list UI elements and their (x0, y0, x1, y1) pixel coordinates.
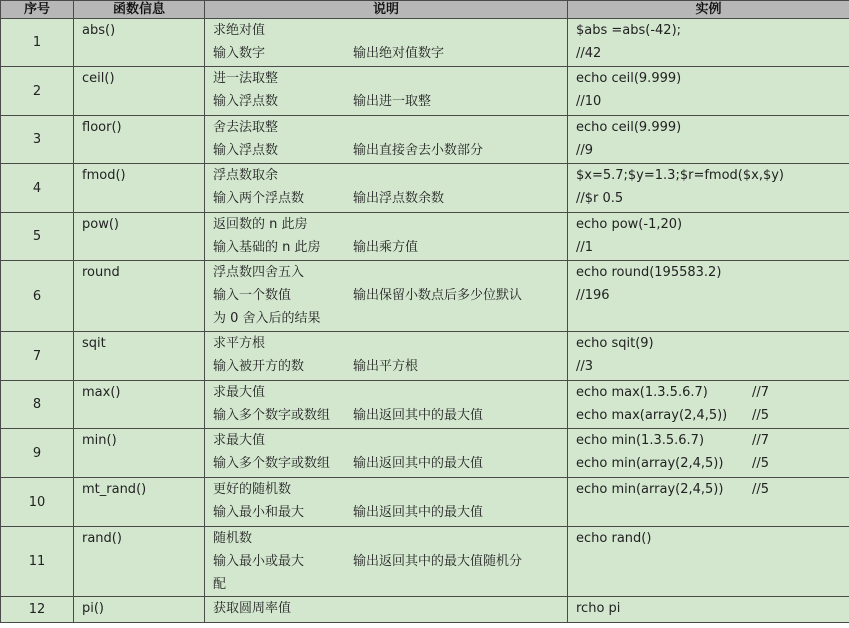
description-io (213, 404, 561, 427)
row-index: 2 (1, 67, 74, 116)
table-row (1, 478, 849, 527)
description-output: 输出浮点数余数 (353, 191, 445, 206)
function-name: mt_rand() (74, 478, 205, 527)
description-output: 输出返回其中的最大值随机分 (353, 554, 523, 569)
table-row (1, 381, 849, 429)
table-row (1, 164, 849, 213)
example-code: //9 (576, 143, 594, 158)
description-cell (205, 332, 568, 381)
example-cell (568, 164, 849, 213)
table-row (1, 116, 849, 164)
example-line (576, 452, 843, 475)
description-input: 输入被开方的数 (213, 359, 305, 374)
description-output: 输出平方根 (353, 359, 419, 374)
example-code: echo pow(-1,20) (576, 217, 683, 232)
description-input: 输入浮点数 (213, 143, 279, 158)
description-input: 输入数字 (213, 46, 266, 61)
function-name: max() (74, 381, 205, 429)
example-cell (568, 597, 849, 623)
table-row (1, 597, 849, 623)
example-code: echo min(array(2,4,5)) (576, 456, 724, 471)
description-input: 输入基础的 n 此房 (213, 240, 321, 255)
description-title: 进一法取整 (213, 71, 279, 86)
table-row (1, 429, 849, 478)
function-name: floor() (74, 116, 205, 164)
row-index: 4 (1, 164, 74, 213)
function-name: rand() (74, 527, 205, 597)
example-cell (568, 116, 849, 164)
description-cell (205, 67, 568, 116)
example-code: echo ceil(9.999) (576, 71, 682, 86)
example-cell (568, 261, 849, 332)
example-code: rcho pi (576, 601, 621, 616)
example-comment: //7 (752, 433, 770, 448)
table-row (1, 213, 849, 261)
header-index: 序号 (1, 1, 74, 19)
example-cell (568, 478, 849, 527)
example-cell (568, 429, 849, 478)
example-code: //42 (576, 46, 602, 61)
description-input: 输入最小或最大 (213, 554, 305, 569)
example-code: echo round(195583.2) (576, 265, 722, 280)
description-input: 输入两个浮点数 (213, 191, 305, 206)
description-title: 求平方根 (213, 336, 266, 351)
row-index: 9 (1, 429, 74, 478)
function-name: abs() (74, 19, 205, 67)
header-description: 说明 (205, 1, 568, 19)
description-output: 输出进一取整 (353, 94, 432, 109)
example-comment: //5 (752, 482, 770, 497)
description-cell (205, 164, 568, 213)
example-code: $abs =abs(-42); (576, 23, 682, 38)
description-io (213, 284, 561, 330)
description-cell (205, 429, 568, 478)
function-name: ceil() (74, 67, 205, 116)
description-input: 输入最小和最大 (213, 505, 305, 520)
example-code: //10 (576, 94, 602, 109)
table-row (1, 527, 849, 597)
row-index: 6 (1, 261, 74, 332)
description-io (213, 187, 561, 210)
example-line (576, 429, 843, 452)
description-output: 输出返回其中的最大值 (353, 456, 484, 471)
description-cell (205, 213, 568, 261)
description-output: 输出返回其中的最大值 (353, 408, 484, 423)
description-io (213, 139, 561, 162)
description-title: 求绝对值 (213, 23, 266, 38)
example-comment: //7 (752, 385, 770, 400)
function-name: pi() (74, 597, 205, 623)
description-title: 求最大值 (213, 433, 266, 448)
description-title: 随机数 (213, 531, 253, 546)
description-cell (205, 527, 568, 597)
example-code: echo min(array(2,4,5)) (576, 482, 724, 497)
row-index: 11 (1, 527, 74, 597)
description-input: 输入多个数字或数组 (213, 456, 331, 471)
description-title: 获取圆周率值 (213, 601, 292, 616)
example-code: echo ceil(9.999) (576, 120, 682, 135)
description-io (213, 501, 561, 524)
description-io (213, 355, 561, 378)
function-name: pow() (74, 213, 205, 261)
function-name: round (74, 261, 205, 332)
example-code: echo sqit(9) (576, 336, 654, 351)
table-row (1, 332, 849, 381)
row-index: 10 (1, 478, 74, 527)
example-cell (568, 19, 849, 67)
description-title: 求最大值 (213, 385, 266, 400)
example-code: //1 (576, 240, 594, 255)
description-io (213, 452, 561, 475)
description-io (213, 550, 561, 596)
description-io (213, 42, 561, 65)
example-cell (568, 381, 849, 429)
description-continuation: 配 (213, 577, 227, 592)
header-row (1, 1, 849, 19)
description-continuation: 为 0 舍入后的结果 (213, 311, 321, 326)
description-input: 输入多个数字或数组 (213, 408, 331, 423)
table-row (1, 67, 849, 116)
description-output: 输出保留小数点后多少位默认 (353, 288, 523, 303)
header-example: 实例 (568, 1, 849, 19)
example-cell (568, 332, 849, 381)
example-code: echo min(1.3.5.6.7) (576, 433, 705, 448)
example-cell (568, 213, 849, 261)
example-code: //$r 0.5 (576, 191, 624, 206)
description-cell (205, 478, 568, 527)
table-row (1, 19, 849, 67)
row-index: 8 (1, 381, 74, 429)
example-line (576, 404, 843, 427)
example-code: echo max(1.3.5.6.7) (576, 385, 708, 400)
description-title: 浮点数取余 (213, 168, 279, 183)
example-code: $x=5.7;$y=1.3;$r=fmod($x,$y) (576, 168, 784, 183)
row-index: 1 (1, 19, 74, 67)
description-cell (205, 19, 568, 67)
description-output: 输出绝对值数字 (353, 46, 445, 61)
description-title: 更好的随机数 (213, 482, 292, 497)
description-input: 输入浮点数 (213, 94, 279, 109)
description-output: 输出返回其中的最大值 (353, 505, 484, 520)
description-title: 舍去法取整 (213, 120, 279, 135)
row-index: 3 (1, 116, 74, 164)
example-code: echo rand() (576, 531, 652, 546)
function-name: min() (74, 429, 205, 478)
description-input: 输入一个数值 (213, 288, 292, 303)
row-index: 7 (1, 332, 74, 381)
example-code: echo max(array(2,4,5)) (576, 408, 728, 423)
description-title: 返回数的 n 此房 (213, 217, 308, 232)
description-output: 输出直接舍去小数部分 (353, 143, 484, 158)
description-output: 输出乘方值 (353, 240, 419, 255)
description-cell (205, 261, 568, 332)
example-line (576, 478, 843, 501)
description-cell (205, 381, 568, 429)
example-comment: //5 (752, 456, 770, 471)
function-name: fmod() (74, 164, 205, 213)
row-index: 12 (1, 597, 74, 623)
example-comment: //5 (752, 408, 770, 423)
description-io (213, 90, 561, 113)
example-code: //196 (576, 288, 610, 303)
description-io (213, 236, 561, 259)
description-cell (205, 597, 568, 623)
example-cell (568, 527, 849, 597)
table-row (1, 261, 849, 332)
example-cell (568, 67, 849, 116)
description-cell (205, 116, 568, 164)
description-title: 浮点数四舍五入 (213, 265, 305, 280)
example-code: //3 (576, 359, 594, 374)
example-line (576, 381, 843, 404)
header-function: 函数信息 (74, 1, 205, 19)
function-name: sqit (74, 332, 205, 381)
row-index: 5 (1, 213, 74, 261)
